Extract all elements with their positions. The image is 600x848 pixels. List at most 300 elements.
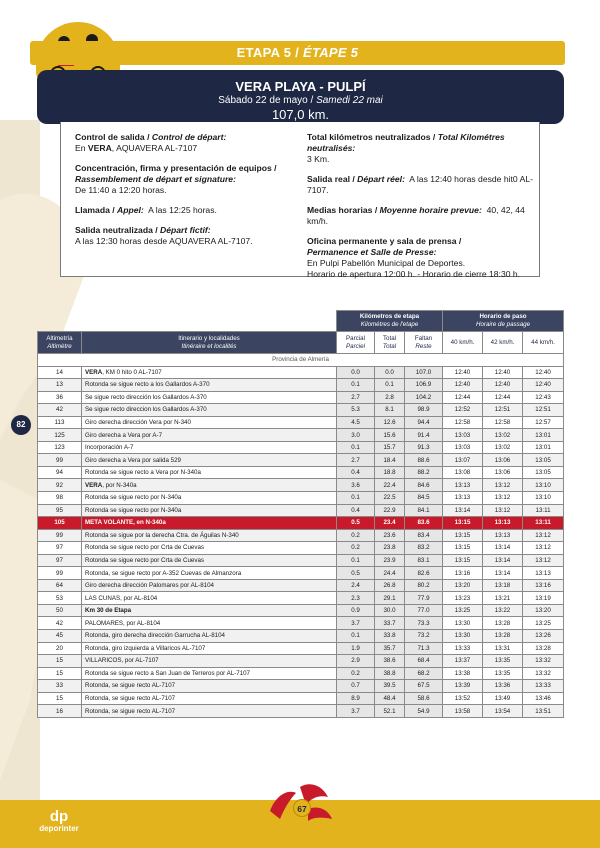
cell-total: 39.5 (375, 680, 405, 693)
cell-time-44: 12:51 (523, 404, 564, 417)
table-row (38, 592, 564, 605)
cell-time-42: 13:12 (483, 479, 523, 492)
table-row (38, 416, 564, 429)
cell-itinerary: Rotonda se sigue recto por N-340a (82, 504, 337, 517)
cell-time-42: 12:44 (483, 391, 523, 404)
cell-time-40: 13:33 (443, 642, 483, 655)
cell-time-40: 13:08 (443, 466, 483, 479)
info-text: , AQUAVERA AL-7107 (111, 143, 198, 153)
cell-time-42: 13:14 (483, 542, 523, 555)
table-row (38, 642, 564, 655)
itinerary-table (37, 310, 564, 718)
cell-total: 35.7 (375, 642, 405, 655)
info-text-2: Horario de apertura 12:00 h. - Horario de cierre 18:30 h. (307, 269, 521, 279)
cell-time-42: 13:31 (483, 642, 523, 655)
table-group-header (38, 311, 564, 332)
cell-time-42: 13:13 (483, 517, 523, 530)
table-row (38, 391, 564, 404)
info-title-fr: Control de départ: (151, 132, 227, 142)
cell-total: 15.7 (375, 441, 405, 454)
cell-altimetry: 42 (38, 617, 82, 630)
cell-partial: 3.6 (337, 479, 375, 492)
table-row (38, 492, 564, 505)
table-row (38, 441, 564, 454)
info-text: 40, 42, 44 km/h. (307, 205, 525, 226)
route-date-fr: Samedi 22 mai (316, 95, 383, 106)
cell-time-42: 13:18 (483, 579, 523, 592)
info-average-speeds (307, 205, 535, 227)
cell-time-42: 13:35 (483, 667, 523, 680)
cell-altimetry: 113 (38, 416, 82, 429)
cell-remaining: 77.0 (405, 604, 443, 617)
cell-time-40: 12:40 (443, 366, 483, 379)
route-date-es: Sábado 22 de mayo / (218, 95, 314, 106)
cell-remaining: 104.2 (405, 391, 443, 404)
cell-time-44: 13:32 (523, 655, 564, 668)
cell-itinerary: Se sigue recto dirección los Gallardos A-370 (82, 391, 337, 404)
table-row (38, 366, 564, 379)
cell-itinerary: Se sigue recto direccion los Gallardos A-370 (82, 404, 337, 417)
info-real-start (307, 174, 535, 196)
cell-time-44: 13:11 (523, 504, 564, 517)
cell-time-42: 13:12 (483, 504, 523, 517)
cell-time-40: 13:16 (443, 567, 483, 580)
cell-altimetry: 14 (38, 366, 82, 379)
table-row (38, 404, 564, 417)
cell-total: 18.8 (375, 466, 405, 479)
cell-total: 8.1 (375, 404, 405, 417)
table-row (38, 680, 564, 693)
cell-itinerary: Rotonda, se sigue recto AL-7107 (82, 692, 337, 705)
cell-partial: 0.2 (337, 667, 375, 680)
cell-itinerary: LAS CUNAS, por AL-8104 (82, 592, 337, 605)
sponsor-logo (14, 810, 104, 840)
cell-partial: 2.7 (337, 454, 375, 467)
info-press-office (307, 236, 535, 280)
cell-itinerary: Rotonda, se sigue recto AL-7107 (82, 705, 337, 718)
info-neutral-start (75, 225, 297, 247)
cell-remaining: 94.4 (405, 416, 443, 429)
cell-time-40: 13:20 (443, 579, 483, 592)
cell-altimetry: 13 (38, 379, 82, 392)
cell-time-40: 13:07 (443, 454, 483, 467)
info-title-fr: Appel: (117, 205, 144, 215)
cell-time-40: 13:15 (443, 542, 483, 555)
cell-partial: 0.4 (337, 466, 375, 479)
cell-partial: 3.0 (337, 429, 375, 442)
cell-partial: 2.4 (337, 579, 375, 592)
info-title: Salida real / (307, 174, 355, 184)
cell-time-42: 13:13 (483, 529, 523, 542)
cell-time-44: 13:33 (523, 680, 564, 693)
cell-altimetry: 125 (38, 429, 82, 442)
cell-altimetry: 95 (38, 504, 82, 517)
province-row (38, 354, 564, 367)
info-call (75, 205, 297, 216)
cell-time-44: 13:11 (523, 517, 564, 530)
cell-partial: 0.9 (337, 604, 375, 617)
stage-banner (30, 41, 565, 65)
table-row (38, 542, 564, 555)
table-row (38, 705, 564, 718)
info-text: De 11:40 a 12:20 horas. (75, 185, 167, 195)
cell-time-40: 13:15 (443, 517, 483, 530)
cell-remaining: 88.2 (405, 466, 443, 479)
table-row (38, 466, 564, 479)
cell-total: 2.8 (375, 391, 405, 404)
sponsor-name: deporinter (39, 824, 79, 833)
cell-altimetry: 16 (38, 705, 82, 718)
cell-partial: 8.9 (337, 692, 375, 705)
cell-itinerary: Rotonda se sigue recto a Vera por N-340a (82, 466, 337, 479)
cell-total: 18.4 (375, 454, 405, 467)
empty-header (38, 311, 337, 332)
cell-time-40: 13:03 (443, 441, 483, 454)
cell-partial: 0.5 (337, 517, 375, 530)
table-row (38, 655, 564, 668)
cell-time-40: 13:58 (443, 705, 483, 718)
cell-remaining: 82.6 (405, 567, 443, 580)
cell-time-44: 13:10 (523, 492, 564, 505)
province-label: Provincia de Almería (38, 354, 564, 367)
cell-time-42: 13:28 (483, 630, 523, 643)
route-date (37, 95, 564, 106)
cell-altimetry: 123 (38, 441, 82, 454)
cell-remaining: 83.1 (405, 554, 443, 567)
cell-altimetry: 99 (38, 529, 82, 542)
cell-time-40: 13:23 (443, 592, 483, 605)
cell-time-44: 13:51 (523, 705, 564, 718)
cell-itinerary: Rotonda se sigue recto a San Juan de Terreros por AL-7107 (82, 667, 337, 680)
cell-time-44: 13:19 (523, 592, 564, 605)
cell-time-42: 13:02 (483, 441, 523, 454)
cell-altimetry: 33 (38, 680, 82, 693)
info-left-column (75, 132, 297, 256)
table-row (38, 579, 564, 592)
cell-partial: 4.5 (337, 416, 375, 429)
cell-time-44: 13:25 (523, 617, 564, 630)
cell-time-44: 13:20 (523, 604, 564, 617)
cell-time-40: 13:52 (443, 692, 483, 705)
col-altimetry (38, 332, 82, 354)
itinerary-text: , KM 0 hito 0 AL-7107 (102, 368, 162, 376)
info-title-fr: Permanence et Salle de Presse: (307, 247, 437, 257)
cell-time-42: 13:28 (483, 617, 523, 630)
cell-altimetry: 92 (38, 479, 82, 492)
cell-itinerary: Rotonda se sigue por la derecha Ctra. de Águilas N-340 (82, 529, 337, 542)
cell-total: 29.1 (375, 592, 405, 605)
cell-total: 23.4 (375, 517, 405, 530)
col-label-fr: Total (382, 342, 397, 350)
cell-remaining: 73.3 (405, 617, 443, 630)
cell-time-42: 13:49 (483, 692, 523, 705)
cell-partial: 1.9 (337, 642, 375, 655)
cell-time-44: 13:12 (523, 542, 564, 555)
col-label-fr: Parciel (346, 342, 365, 350)
col-itinerary (82, 332, 337, 354)
cell-remaining: 71.3 (405, 642, 443, 655)
cell-time-40: 13:30 (443, 630, 483, 643)
cell-total: 48.4 (375, 692, 405, 705)
info-title-fr: Moyenne horaire prevue: (379, 205, 482, 215)
info-text: En Pulpi Pabellón Municipal de Deportes. (307, 258, 466, 268)
itinerary-bold: VERA (85, 481, 103, 489)
cell-altimetry: 42 (38, 404, 82, 417)
table-row (38, 667, 564, 680)
cell-time-40: 13:03 (443, 429, 483, 442)
cell-partial: 0.5 (337, 567, 375, 580)
cell-remaining: 107.0 (405, 366, 443, 379)
info-title: Oficina permanente y sala de prensa / (307, 236, 462, 246)
cell-time-40: 12:44 (443, 391, 483, 404)
info-start-control (75, 132, 297, 154)
cell-partial: 2.9 (337, 655, 375, 668)
cell-time-40: 13:13 (443, 492, 483, 505)
cell-remaining: 84.5 (405, 492, 443, 505)
cell-partial: 2.3 (337, 592, 375, 605)
col-label-fr: Altimètre (47, 342, 72, 350)
cell-time-44: 13:05 (523, 466, 564, 479)
col-label: Total (382, 334, 397, 342)
info-text: A las 12:30 horas desde AQUAVERA AL-7107. (75, 236, 253, 246)
info-text: A las 12:25 horas. (148, 205, 217, 215)
cell-time-42: 13:36 (483, 680, 523, 693)
cell-time-44: 12:57 (523, 416, 564, 429)
cell-total: 22.5 (375, 492, 405, 505)
cell-remaining: 54.9 (405, 705, 443, 718)
cell-remaining: 84.6 (405, 479, 443, 492)
cell-total: 38.6 (375, 655, 405, 668)
info-title: Concentración, firma y presentación de equipos / (75, 163, 277, 173)
cell-total: 33.8 (375, 630, 405, 643)
table-row (38, 692, 564, 705)
info-team-presentation (75, 163, 297, 196)
col-44kmh: 44 km/h. (523, 332, 564, 354)
info-title-fr: Rassemblement de départ et signature: (75, 174, 236, 184)
cell-altimetry: 15 (38, 692, 82, 705)
cell-partial: 5.3 (337, 404, 375, 417)
cell-total: 30.0 (375, 604, 405, 617)
cell-partial: 0.2 (337, 542, 375, 555)
cell-altimetry: 36 (38, 391, 82, 404)
cell-itinerary: Giro derecha a Vera por A-7 (82, 429, 337, 442)
cell-time-44: 13:28 (523, 642, 564, 655)
col-label: Faltan (414, 334, 433, 342)
cell-remaining: 58.6 (405, 692, 443, 705)
cell-time-40: 13:30 (443, 617, 483, 630)
cell-altimetry: 105 (38, 517, 82, 530)
time-group-label-fr: Horaire de passage (476, 321, 531, 328)
cell-time-42: 13:14 (483, 554, 523, 567)
cell-time-42: 12:40 (483, 379, 523, 392)
km-group-header (337, 311, 443, 332)
cell-total: 15.6 (375, 429, 405, 442)
info-neutral-km (307, 132, 535, 165)
cell-time-44: 13:26 (523, 630, 564, 643)
cell-time-42: 13:35 (483, 655, 523, 668)
cell-time-44: 13:01 (523, 429, 564, 442)
cell-partial: 0.1 (337, 379, 375, 392)
cell-altimetry: 50 (38, 604, 82, 617)
cell-remaining: 77.9 (405, 592, 443, 605)
cell-time-44: 13:05 (523, 454, 564, 467)
time-group-label: Horario de paso (479, 313, 527, 320)
cell-remaining: 84.1 (405, 504, 443, 517)
stage-title (30, 41, 565, 65)
cell-remaining: 83.6 (405, 517, 443, 530)
cell-time-42: 13:22 (483, 604, 523, 617)
cell-total: 12.6 (375, 416, 405, 429)
cell-remaining: 67.5 (405, 680, 443, 693)
info-right-column (307, 132, 535, 289)
cell-time-44: 12:40 (523, 366, 564, 379)
cell-altimetry: 97 (38, 542, 82, 555)
table-row (38, 617, 564, 630)
info-text-bold: VERA (87, 143, 112, 153)
cell-remaining: 73.2 (405, 630, 443, 643)
cell-remaining: 83.2 (405, 542, 443, 555)
itinerary-bold: VERA (85, 368, 103, 376)
cell-itinerary (82, 366, 337, 379)
cell-time-40: 13:25 (443, 604, 483, 617)
cell-remaining: 83.4 (405, 529, 443, 542)
km-group-label: Kilómetros de etapa (359, 313, 420, 320)
cell-time-40: 13:37 (443, 655, 483, 668)
cell-altimetry: 98 (38, 492, 82, 505)
cell-itinerary: Giro derecha dirección Palomares por AL-8104 (82, 579, 337, 592)
route-title: VERA PLAYA - PULPÍ (235, 79, 366, 94)
cell-time-42: 13:14 (483, 567, 523, 580)
itinerary-text: , por N-340a (102, 481, 137, 489)
stage-label: ETAPA 5 / (236, 45, 300, 60)
cell-total: 0.0 (375, 366, 405, 379)
cell-itinerary: Incorporación A-7 (82, 441, 337, 454)
cell-time-40: 12:52 (443, 404, 483, 417)
cell-itinerary (82, 479, 337, 492)
time-group-header (443, 311, 564, 332)
cell-time-44: 13:12 (523, 554, 564, 567)
cell-remaining: 68.4 (405, 655, 443, 668)
page-number: 67 (293, 799, 311, 817)
col-total (375, 332, 405, 354)
cell-time-44: 13:01 (523, 441, 564, 454)
cell-time-40: 13:13 (443, 479, 483, 492)
info-title: Control de salida / (75, 132, 150, 142)
table-row (38, 504, 564, 517)
table-column-header (38, 332, 564, 354)
info-title: Total kilómetros neutralizados / (307, 132, 436, 142)
cell-total: 22.9 (375, 504, 405, 517)
cell-time-42: 12:51 (483, 404, 523, 417)
table-row (38, 529, 564, 542)
col-label: Altimetría (46, 334, 73, 342)
cell-itinerary: VILLARICOS, por AL-7107 (82, 655, 337, 668)
cell-altimetry: 15 (38, 667, 82, 680)
table-row (38, 630, 564, 643)
cell-time-42: 13:06 (483, 466, 523, 479)
cell-itinerary: Rotonda se sigue recto a los Gallardos A-370 (82, 379, 337, 392)
cell-itinerary: Rotonda se sigue recto por N-340a (82, 492, 337, 505)
route-header (37, 70, 564, 124)
cell-itinerary: Rotonda, se sigue recto AL-7107 (82, 680, 337, 693)
cell-partial: 0.4 (337, 504, 375, 517)
cell-time-40: 13:39 (443, 680, 483, 693)
cell-altimetry: 97 (38, 554, 82, 567)
cell-remaining: 91.4 (405, 429, 443, 442)
cell-altimetry: 64 (38, 579, 82, 592)
info-text: A las 12:40 horas desde hit0 AL-7107. (307, 174, 533, 195)
itinerary-table-body (38, 354, 564, 718)
cell-time-44: 12:43 (523, 391, 564, 404)
col-label: Parcial (346, 334, 365, 342)
cell-remaining: 68.2 (405, 667, 443, 680)
cell-itinerary: Rotonda se sigue recto por Crta de Cuevas (82, 554, 337, 567)
cell-altimetry: 99 (38, 567, 82, 580)
col-remaining (405, 332, 443, 354)
col-partial (337, 332, 375, 354)
col-40kmh: 40 km/h. (443, 332, 483, 354)
col-label: Itinerario y localidades (178, 334, 240, 342)
cell-time-40: 12:58 (443, 416, 483, 429)
cell-time-42: 13:02 (483, 429, 523, 442)
cell-total: 23.9 (375, 554, 405, 567)
cell-partial: 0.1 (337, 630, 375, 643)
cell-time-44: 13:12 (523, 529, 564, 542)
cell-total: 52.1 (375, 705, 405, 718)
cell-altimetry: 99 (38, 454, 82, 467)
stage-label-fr: ÉTAPE 5 (303, 45, 359, 60)
cell-itinerary: Giro derecha dirección Vera por N-340 (82, 416, 337, 429)
cell-time-42: 13:06 (483, 454, 523, 467)
col-label-fr: Itinéraire et localités (181, 342, 237, 350)
cell-partial: 0.1 (337, 554, 375, 567)
cell-total: 23.8 (375, 542, 405, 555)
sponsor-mark: dp (49, 808, 69, 825)
cell-time-40: 13:15 (443, 554, 483, 567)
cell-itinerary: Rotonda se sigue recto por Crta de Cuevas (82, 542, 337, 555)
cell-time-42: 13:12 (483, 492, 523, 505)
cell-time-40: 13:38 (443, 667, 483, 680)
info-title-fr: Total Kilométres neutralisés: (307, 132, 505, 153)
route-distance: 107,0 km. (271, 107, 330, 122)
cell-time-42: 13:54 (483, 705, 523, 718)
cell-altimetry: 94 (38, 466, 82, 479)
col-label-fr: Reste (415, 342, 432, 350)
cell-altimetry: 15 (38, 655, 82, 668)
cell-itinerary: Giro derecha a Vera por salida 529 (82, 454, 337, 467)
cell-time-42: 12:40 (483, 366, 523, 379)
stage-info-box (60, 122, 540, 277)
cell-itinerary: Km 30 de Etapa (82, 604, 337, 617)
cell-time-44: 13:16 (523, 579, 564, 592)
cell-remaining: 88.6 (405, 454, 443, 467)
cell-time-44: 13:10 (523, 479, 564, 492)
info-text: 3 Km. (307, 154, 330, 164)
cell-total: 26.8 (375, 579, 405, 592)
table-row (38, 554, 564, 567)
table-row (38, 604, 564, 617)
table-row (38, 479, 564, 492)
col-42kmh: 42 km/h. (483, 332, 523, 354)
cell-total: 22.4 (375, 479, 405, 492)
table-row (38, 567, 564, 580)
cell-time-44: 13:32 (523, 667, 564, 680)
cell-partial: 0.1 (337, 492, 375, 505)
cell-remaining: 91.3 (405, 441, 443, 454)
cell-remaining: 106.9 (405, 379, 443, 392)
cell-partial: 0.0 (337, 366, 375, 379)
table-row (38, 429, 564, 442)
